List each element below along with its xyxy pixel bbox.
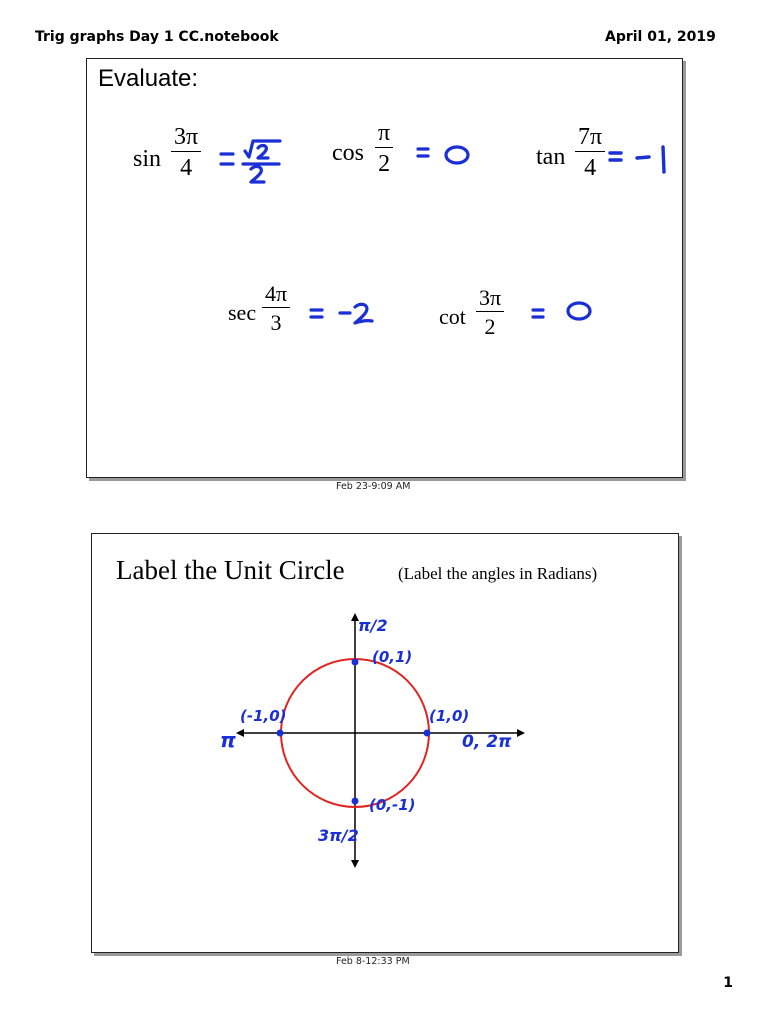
label-top-angle: π/2	[358, 616, 388, 635]
slide-subtitle: (Label the angles in Radians)	[398, 564, 598, 583]
denominator: 2	[378, 151, 391, 177]
fraction	[476, 287, 504, 338]
handwritten-answer-cos	[412, 139, 472, 169]
function-name: cot	[439, 304, 466, 329]
slide-heading: Evaluate:	[98, 65, 199, 92]
fraction	[575, 125, 605, 180]
page-number: 1	[723, 975, 733, 991]
slide-title: Label the Unit Circle	[116, 555, 345, 585]
fraction	[171, 125, 201, 180]
numerator: 3π	[476, 287, 504, 312]
label-right-angle: 0, 2π	[462, 732, 512, 752]
label-top-point: (0,1)	[372, 648, 413, 666]
numerator: 3π	[171, 125, 201, 152]
point-top	[352, 659, 359, 666]
function-name: sec	[228, 300, 257, 325]
handwritten-answer-sin	[215, 137, 295, 187]
label-left-point: (-1,0)	[240, 707, 287, 725]
numerator: π	[375, 121, 393, 148]
label-left-angle: π	[220, 728, 236, 752]
slide2-timestamp: Feb 8-12:33 PM	[336, 956, 410, 967]
function-name: sin	[133, 146, 162, 172]
point-bottom	[352, 798, 359, 805]
answer-texts	[0, 0, 1, 1]
slide-evaluate	[86, 58, 683, 478]
denominator: 4	[180, 155, 193, 181]
function-name: tan	[536, 144, 566, 170]
notebook-title: Trig graphs Day 1 CC.notebook	[35, 29, 279, 45]
handwritten-answer-cot	[527, 297, 597, 327]
slide1-timestamp: Feb 23-9:09 AM	[336, 481, 411, 492]
x-axis-arrow-left	[236, 729, 244, 737]
point-right	[424, 730, 431, 737]
unit-circle-diagram	[92, 534, 678, 952]
label-bottom-angle: 3π/2	[318, 826, 359, 845]
fraction	[262, 283, 290, 334]
fraction	[375, 121, 393, 176]
function-name: cos	[332, 140, 364, 166]
numerator: 7π	[575, 125, 605, 152]
point-left	[277, 730, 284, 737]
denominator: 2	[484, 314, 496, 339]
notebook-date: April 01, 2019	[605, 29, 716, 45]
x-axis-arrow-right	[517, 729, 525, 737]
handwritten-answer-tan	[607, 139, 677, 179]
label-bottom-point: (0,-1)	[369, 796, 416, 814]
denominator: 4	[584, 155, 597, 181]
handwritten-answer-sec	[305, 299, 380, 329]
answer-sin	[0, 0, 1, 1]
denominator: 3	[270, 310, 282, 335]
slide-unit-circle	[91, 533, 679, 953]
y-axis-arrow-down	[351, 860, 359, 868]
numerator: 4π	[262, 283, 290, 308]
label-right-point: (1,0)	[429, 707, 470, 725]
